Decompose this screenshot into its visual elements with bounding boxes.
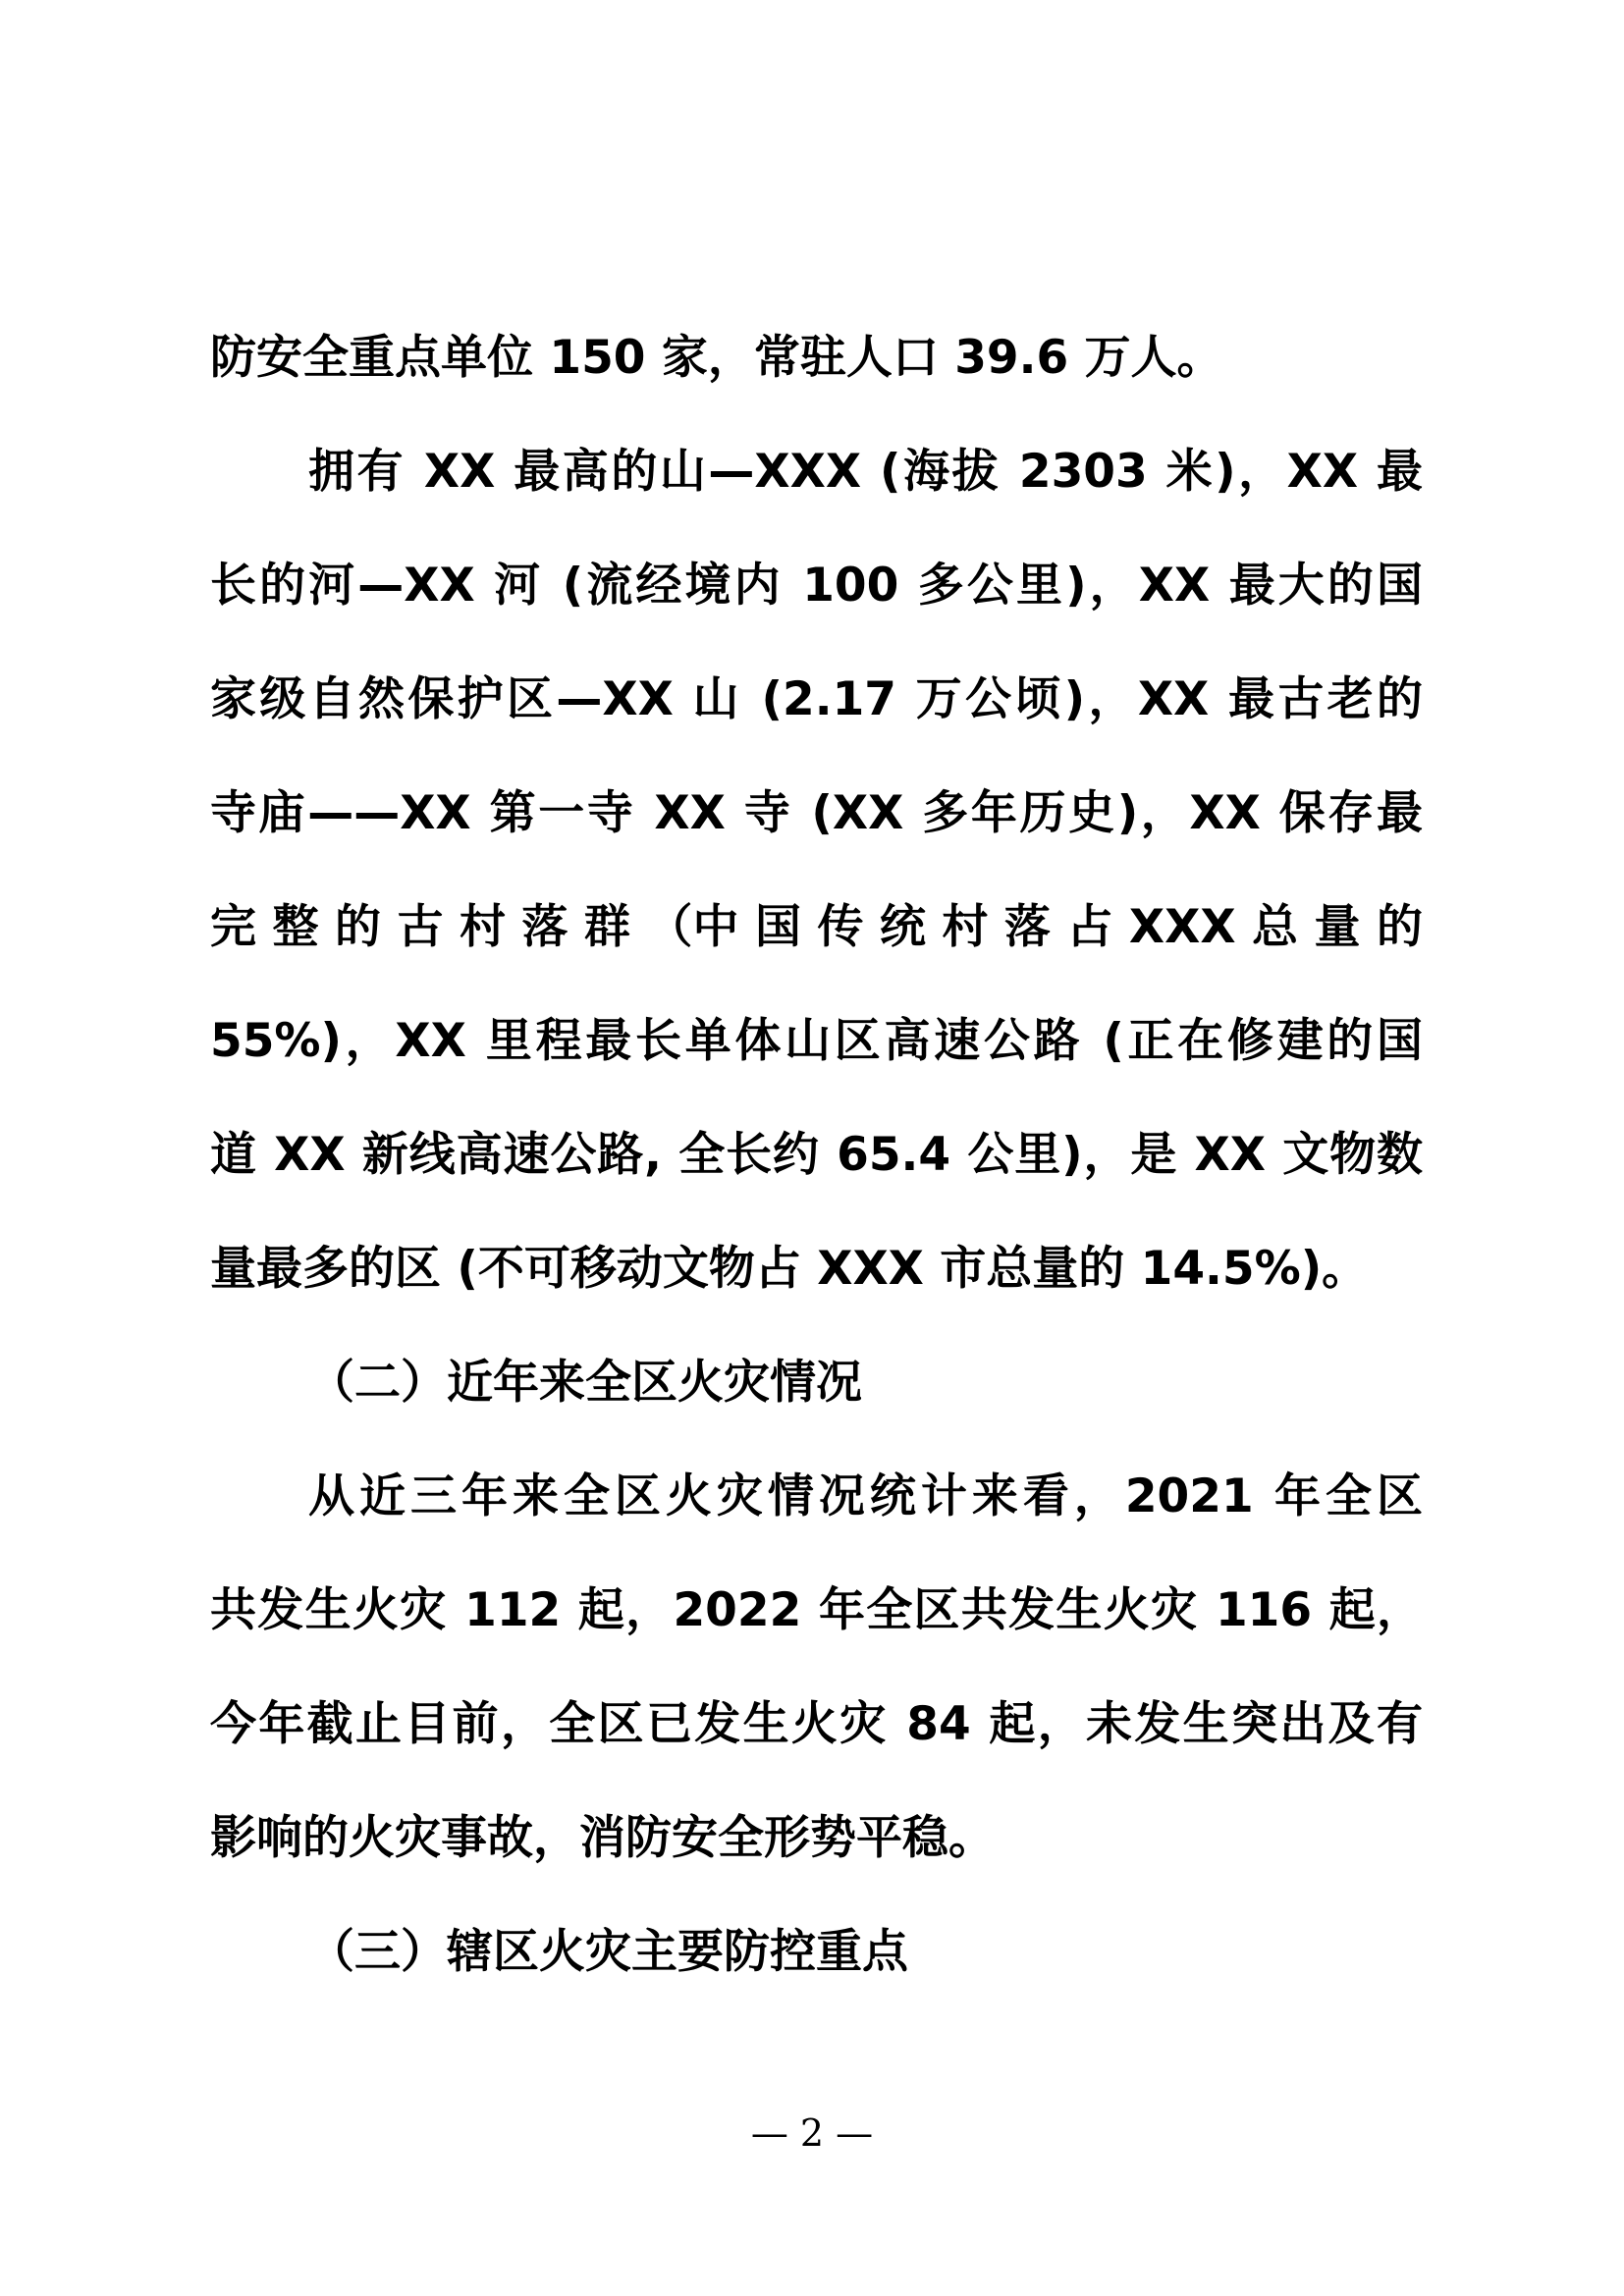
- paragraph-first-line: 从近三年来全区火灾情况统计来看，2021 年全区: [308, 1469, 1423, 1523]
- body-text-line: 家级自然保护区—XX 山 (2.17 万公顷)，XX 最古老的: [210, 672, 1423, 726]
- body-text-line: 道 XX 新线高速公路, 全长约 65.4 公里)，是 XX 文物数: [210, 1128, 1423, 1182]
- body-text-line: 长的河—XX 河 (流经境内 100 多公里)，XX 最大的国: [210, 559, 1423, 613]
- body-text-line: 完 整 的 古 村 落 群 （中 国 传 统 村 落 占 XXX 总 量 的: [210, 900, 1423, 954]
- section-heading: （三）辖区火灾主要防控重点: [308, 1925, 908, 1979]
- body-text-line: 55%)，XX 里程最长单体山区高速公路 (正在修建的国: [210, 1014, 1423, 1068]
- section-heading: （二）近年来全区火灾情况: [308, 1356, 862, 1410]
- page-number: — 2 —: [750, 2111, 874, 2155]
- body-text-line: 影响的火灾事故，消防安全形势平稳。: [210, 1811, 995, 1865]
- body-text-line: 今年截止目前，全区已发生火灾 84 起，未发生突出及有: [210, 1697, 1423, 1751]
- body-text-line: 防安全重点单位 150 家，常驻人口 39.6 万人。: [210, 331, 1223, 385]
- body-text-line: 量最多的区 (不可移动文物占 XXX 市总量的 14.5%)。: [210, 1242, 1369, 1296]
- paragraph-first-line: 拥有 XX 最高的山—XXX (海拔 2303 米)，XX 最: [308, 445, 1423, 499]
- body-text-line: 共发生火灾 112 起，2022 年全区共发生火灾 116 起，: [210, 1583, 1423, 1637]
- body-text-line: 寺庙——XX 第一寺 XX 寺 (XX 多年历史)，XX 保存最: [210, 786, 1424, 840]
